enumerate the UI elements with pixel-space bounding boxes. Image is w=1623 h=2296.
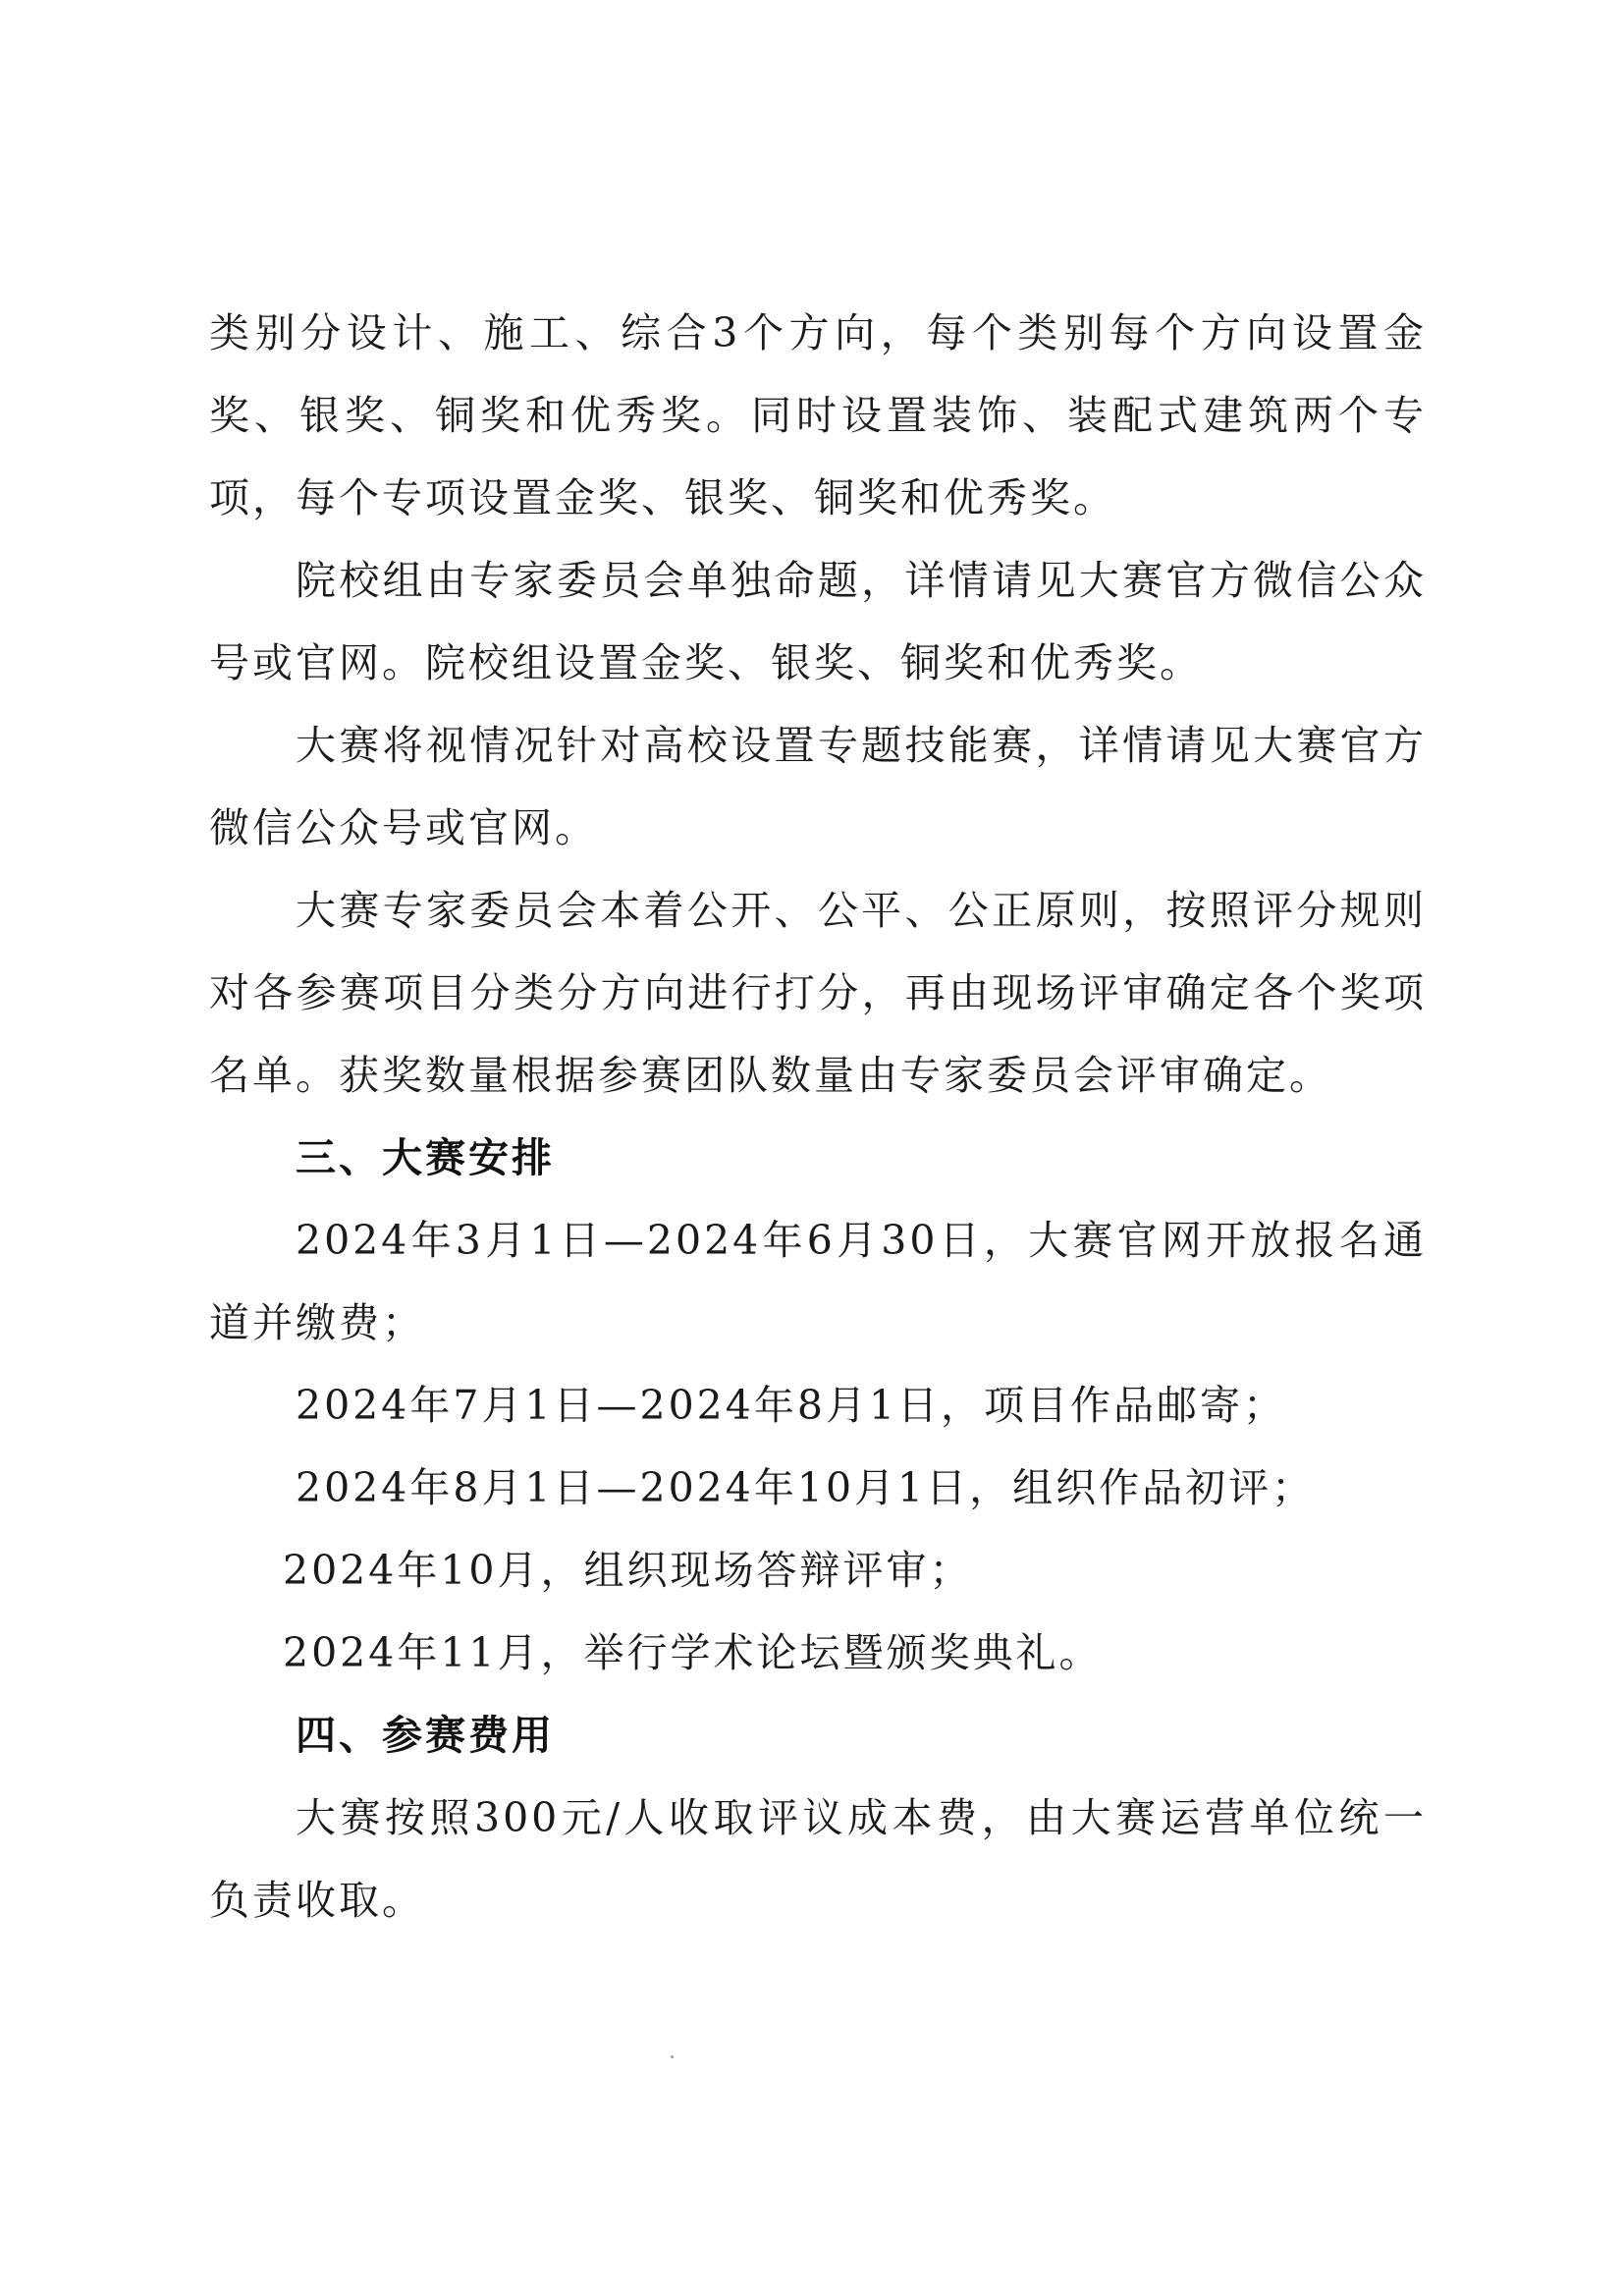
paragraph-judging-principles: 大赛专家委员会本着公开、公平、公正原则，按照评分规则对各参赛项目分类分方向进行打分，再由现场评审确定各个奖项名单。获奖数量根据参赛团队数量由专家委员会评审确定。 — [209, 887, 1427, 1099]
section-heading-fees: 四、参赛费用 — [296, 1712, 555, 1759]
schedule-item-award-ceremony: 2024年11月，举行学术论坛暨颁奖典礼。 — [283, 1629, 1103, 1676]
document-body — [209, 292, 1427, 1941]
paragraph-fees: 大赛按照300元/人收取评议成本费，由大赛运营单位统一负责收取。 — [209, 1794, 1427, 1924]
schedule-item-defense-review: 2024年10月，组织现场答辩评审； — [283, 1547, 973, 1594]
schedule-item-mailing: 2024年7月1日—2024年8月1日，项目作品邮寄； — [296, 1382, 1287, 1429]
paragraph-college-group: 院校组由专家委员会单独命题，详情请见大赛官方微信公众号或官网。院校组设置金奖、银奖、铜奖和优秀奖。 — [209, 557, 1427, 686]
section-heading-schedule: 三、大赛安排 — [296, 1134, 555, 1181]
schedule-item-registration: 2024年3月1日—2024年6月30日，大赛官网开放报名通道并缴费； — [209, 1217, 1427, 1346]
paragraph-award-categories: 类别分设计、施工、综合3个方向，每个类别每个方向设置金奖、银奖、铜奖和优秀奖。同时设置装饰、装配式建筑两个专项，每个专项设置金奖、银奖、铜奖和优秀奖。 — [209, 309, 1427, 521]
paragraph-special-skills: 大赛将视情况针对高校设置专题技能赛，详情请见大赛官方微信公众号或官网。 — [209, 722, 1427, 851]
schedule-item-preliminary-review: 2024年8月1日—2024年10月1日，组织作品初评； — [296, 1464, 1316, 1511]
scan-speck — [671, 2055, 674, 2058]
